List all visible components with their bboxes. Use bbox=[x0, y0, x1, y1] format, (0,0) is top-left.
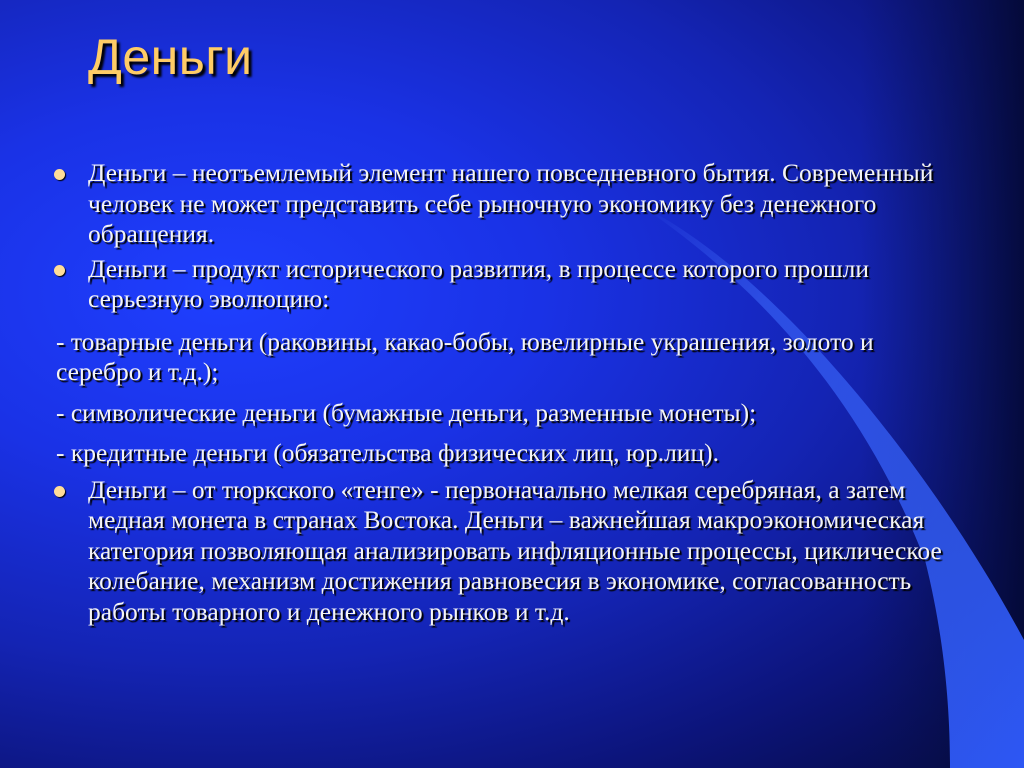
bullet-text: Деньги – продукт исторического развития, в процессе которого прошли серьезную эволюцию: bbox=[88, 253, 869, 313]
sub-item: - символические деньги (бумажные деньги, разменные монеты); bbox=[56, 397, 757, 427]
bullet-dot-icon bbox=[54, 169, 65, 180]
bullet-item bbox=[48, 158, 948, 250]
bullet-text: Деньги – неотъемлемый элемент нашего повседневного бытия. Современный человек не может представить себе рыночную экономику без денежного обращения. bbox=[88, 158, 934, 248]
sub-item: - товарные деньги (раковины, какао-бобы, ювелирные украшения, золото и серебро и т.д.); bbox=[56, 326, 874, 386]
slide-title: Деньги bbox=[88, 29, 253, 85]
bullet-dot-icon bbox=[54, 486, 65, 497]
bullet-dot-icon bbox=[54, 265, 65, 276]
bullet-item bbox=[48, 254, 948, 315]
slide-body bbox=[48, 158, 948, 631]
sub-item: - кредитные деньги (обязательства физических лиц, юр.лиц). bbox=[56, 438, 719, 467]
bullet-item bbox=[48, 475, 948, 628]
bullet-text: Деньги – от тюркского «тенге» - первоначально мелкая серебряная, а затем медная монета в странах Востока. Деньги – важнейшая макроэкономическая категория позволяющая анализировать инфляционные процессы, циклическое колебание, механизм достижения равновесия в экономике, согласованность работы товарного и денежного рынков и т.д. bbox=[88, 474, 942, 626]
